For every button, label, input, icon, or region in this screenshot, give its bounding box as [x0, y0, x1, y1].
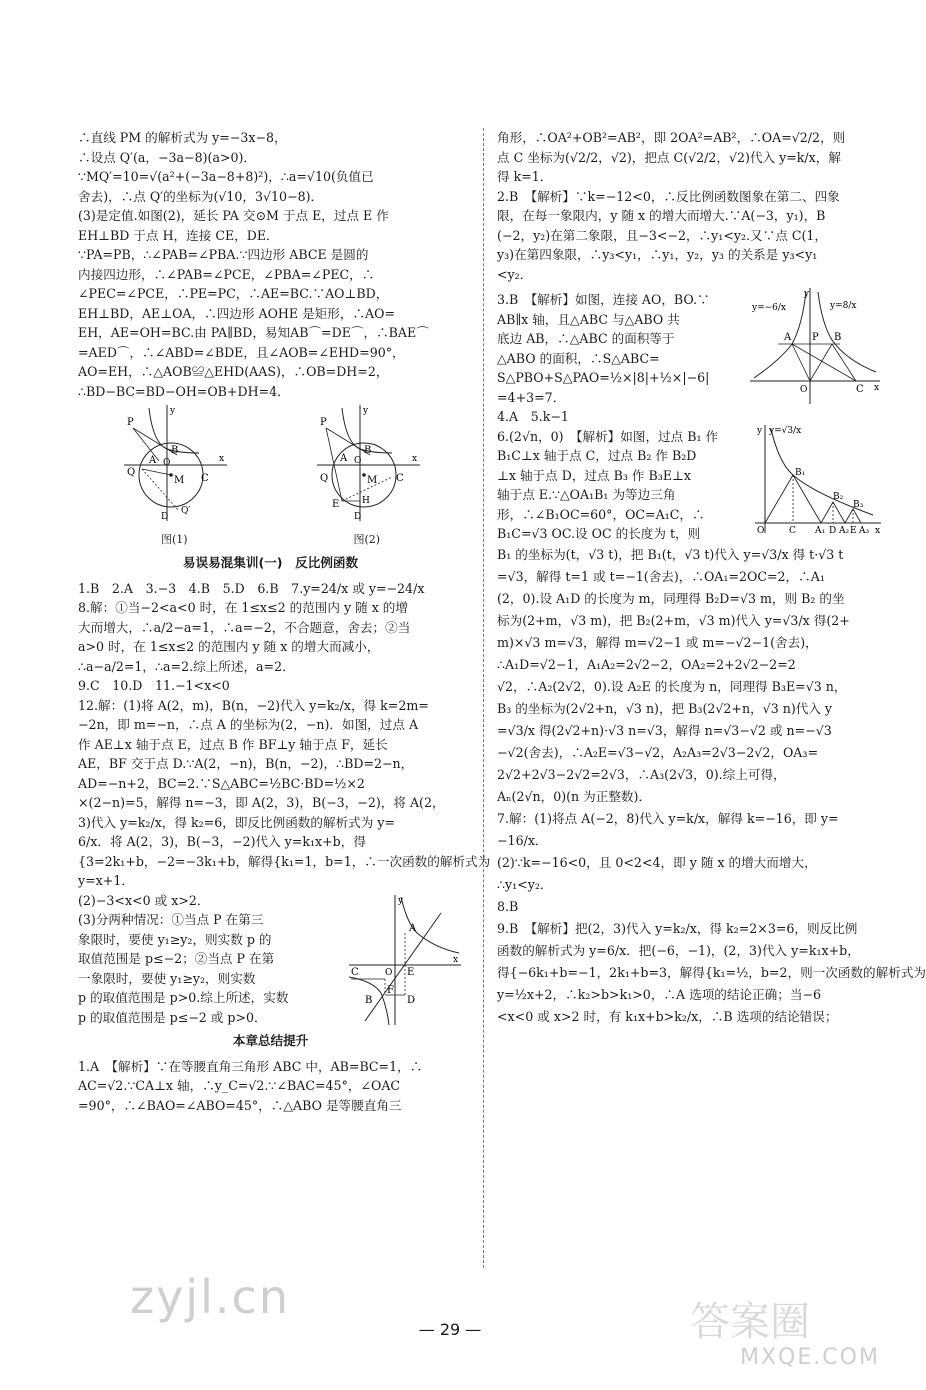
- text-line: 8.解：①当−2<a<0 时，在 1≤x≤2 的范围内 y 随 x 的增: [78, 600, 408, 615]
- label-D: D: [829, 525, 837, 536]
- text-line: ∴A₁D=√2−1，A₁A₂=2√2−2，OA₂=2+2√2−2=2: [497, 656, 796, 672]
- text-line: p 的取值范围是 p>0.综上所述，实数: [78, 990, 289, 1005]
- label-H: H: [361, 496, 370, 506]
- text-line: y₃)在第四象限，∴y₃<y₁，∴y₁，y₂，y₃ 的关系是 y₃<y₁: [497, 247, 818, 262]
- text-line: 8.B: [497, 898, 519, 914]
- left-block-1: [78, 128, 463, 401]
- label-y: y: [804, 289, 810, 299]
- label-y-8-over-x: y=8/x: [830, 301, 857, 311]
- text-line: 底边 AB，∴△ABC 的面积等于: [497, 331, 675, 346]
- text-line: ⊥x 轴于点 D，过点 B₃ 作 B₃E⊥x: [497, 467, 691, 483]
- text-line: ∴BD−BC=BD−OH=OB+DH=4．: [78, 383, 290, 399]
- text-line: ∴a−a/2=1，∴a=2.综上所述，a=2．: [78, 658, 295, 674]
- graph-two-hyperbolas: [748, 286, 883, 406]
- watermark-answer-circle: 答案圈: [690, 1299, 810, 1345]
- label-A3: A₃: [859, 525, 870, 536]
- graph-equilateral-triangles: [753, 423, 883, 535]
- figure-1-caption: 图(1): [160, 532, 188, 546]
- label-A: A: [409, 922, 417, 934]
- text-line: B₃ 的坐标为(2√2+n，√3 n)，把 B₃(2√2+n，√3 n)代入 y: [497, 700, 833, 716]
- text-line: 象限时，要使 y₁≥y₂，则实数 p 的: [78, 931, 272, 947]
- label-Q-prime: Q′: [181, 506, 191, 516]
- label-x: x: [219, 454, 225, 464]
- column-divider: [483, 128, 484, 1268]
- text-line: 舍去)，∴点 Q′的坐标为(√10，3√10−8)．: [78, 188, 324, 204]
- text-line: 1.B 2.A 3.−3 4.B 5.D 6.B 7.y=24/x 或 y=−24/x: [78, 580, 425, 596]
- label-Q: Q: [127, 467, 136, 478]
- label-A: A: [339, 453, 347, 464]
- label-B1: B₁: [795, 467, 806, 478]
- label-P: P: [812, 332, 819, 343]
- text-line: (2，0).设 A₁D 的长度为 m，同理得 B₂D=√3 m，则 B₂ 的坐: [497, 590, 845, 606]
- text-line: ∠PEC=∠PCE，∴PE=PC，∴AE=BC.∵AO⊥BD，: [78, 286, 389, 301]
- text-line: 限，在每一象限内，y 随 x 的增大而增大.∵A(−3，y₁)，B: [497, 208, 826, 223]
- label-B: B: [363, 445, 372, 456]
- text-line: 1.A 【解析】∵在等腰直角三角形 ABC 中，AB=BC=1，∴: [78, 1058, 423, 1074]
- label-C: C: [351, 966, 359, 978]
- graph-inverse-linear: [345, 893, 463, 1028]
- text-line: 3.B 【解析】如图，连接 AO，BO.∵: [497, 292, 710, 307]
- label-B: B: [171, 445, 179, 456]
- figure-2: [312, 403, 422, 549]
- figure-1-diagram: [119, 403, 229, 523]
- text-line: 角形，∴OA²+OB²=AB²，即 2OA²=AB²，∴OA=√2/2，则: [497, 130, 846, 145]
- text-line: m)×√3 m=√3，解得 m=√2−1 或 m=−√2−1(舍去)，: [497, 634, 818, 650]
- text-line: AD=−n+2，BC=2.∵S△ABC=½BC·BD=½×2: [78, 775, 365, 791]
- text-line: 标为(2+m，√3 m)，把 B₂(2+m，√3 m)代入 y=√3/x 得(2+: [497, 612, 850, 628]
- text-line: AE，BF 交于点 D.∵A(2，−n)，B(n，−2)，∴BD=2−n，: [78, 756, 414, 771]
- text-line: Aₙ(2√n，0)(n 为正整数)．: [497, 788, 652, 804]
- figure-2-diagram: [312, 403, 422, 523]
- label-x: x: [453, 954, 459, 965]
- label-P: P: [127, 417, 134, 428]
- watermark-mxqe: MXQE.COM: [740, 1345, 880, 1370]
- label-Q: Q: [319, 473, 328, 484]
- label-M: M: [174, 475, 185, 486]
- text-line: =√3，解得 t=1 或 t=−1(舍去)，∴OA₁=2OC=2，∴A₁: [497, 568, 825, 584]
- text-line: =90°，∴∠BAO=∠ABO=45°，∴△ABO 是等腰直角三: [78, 1097, 402, 1113]
- figure-2-caption: 图(2): [353, 532, 381, 546]
- label-E: E: [407, 966, 415, 978]
- text-line: EH⊥BD，AE⊥OA，∴四边形 AOHE 是矩形，∴AO=: [78, 305, 396, 321]
- text-line: 内接四边形，∴∠PAB=∠PCE，∠PBA=∠PEC，∴: [78, 266, 375, 282]
- text-line: ∴y₁<y₂．: [497, 876, 553, 892]
- label-P: P: [319, 417, 327, 428]
- label-O: O: [163, 458, 171, 468]
- text-line: √2，∴A₂(2√2，0).设 A₂E 的长度为 n，同理得 B₃E=√3 n，: [497, 678, 847, 694]
- text-line: AO=EH，∴△AOB≌△EHD(AAS)，∴OB=DH=2，: [78, 364, 389, 379]
- label-A1: A₁: [815, 525, 826, 536]
- label-E: E: [331, 499, 340, 510]
- label-O: O: [385, 967, 393, 978]
- label-A: A: [784, 332, 792, 343]
- label-O: O: [800, 385, 808, 395]
- text-line: −√2(舍去)，∴A₂E=√3−√2，A₂A₃=2√3−2√2，OA₃=: [497, 744, 819, 760]
- label-D: D: [161, 512, 169, 522]
- figure-1: [119, 403, 229, 549]
- text-line: {3=2k₁+b，−2=−3k₁+b，解得{k₁=1，b=1，∴一次函数的解析式为: [78, 853, 491, 869]
- label-B: B: [834, 332, 842, 343]
- text-line: (2)∵k=−16<0，且 0<2<4，即 y 随 x 的增大而增大，: [497, 854, 817, 870]
- text-line: <y₂．: [497, 266, 533, 282]
- text-line: 12.解：(1)将 A(2，m)，B(n，−2)代入 y=k₂/x，得 k=2m=: [78, 697, 429, 713]
- text-line: 2√2+2√3−2√2=2√3，∴A₃(2√3，0).综上可得，: [497, 766, 786, 782]
- text-line: B₁C⊥x 轴于点 C，过点 B₂ 作 B₂D: [497, 448, 697, 463]
- text-line: =√3/x 得(2√2+n)·√3 n=√3，解得 n=√3−√2 或 n=−√3: [497, 722, 832, 738]
- label-B: B: [365, 994, 373, 1006]
- text-line: (−2，y₂)在第二象限，且−3<−2，∴y₁<y₂.又∵点 C(1，: [497, 227, 827, 243]
- right-block-1: [497, 128, 883, 284]
- label-B2: B₂: [833, 491, 844, 502]
- text-line: =4+3=7．: [497, 389, 566, 405]
- text-line: 点 C 坐标为(√2/2，√2)，把点 C(√2/2，√2)代入 y=k/x，解: [497, 149, 841, 165]
- text-line: (3)分两种情况：①当点 P 在第三: [78, 912, 264, 927]
- text-line: B₁ 的坐标为(t，√3 t)，把 B₁(t，√3 t)代入 y=√3/x 得 t·√3 t: [497, 546, 844, 562]
- text-line: 3)代入 y=k₂/x，得 k₂=6，即反比例函数的解析式为 y=: [78, 814, 396, 830]
- text-line: ∵MQ′=10=√(a²+(−3a−8+8)²)，∴a=√10(负值已: [78, 169, 374, 184]
- label-A: A: [149, 455, 157, 466]
- section-title-chapter-summary: 本章总结提升: [232, 1033, 309, 1048]
- label-D: D: [407, 994, 416, 1006]
- text-line: 轴于点 E.∵△OA₁B₁ 为等边三角: [497, 487, 676, 502]
- text-line: 得{−6k₁+b=−1，2k₁+b=3，解得{k₁=½，b=2，则一次函数的解析式为: [497, 964, 926, 980]
- text-line: 6/x．将 A(2，3)，B(−3，−2)代入 y=k₁x+b，得: [78, 834, 366, 849]
- label-O: O: [353, 456, 362, 466]
- text-line: 函数的解析式为 y=6/x．把(−6，−1)，(2，3)代入 y=k₁x+b，: [497, 942, 860, 958]
- text-line: a>0 时，在 1≤x≤2 的范围内 y 随 x 的增大而减小，: [78, 639, 380, 654]
- page-number: — 29 —: [418, 1320, 482, 1339]
- text-line: y=½x+2，∴k₂>b>k₁>0，∴A 选项的结论正确；当−6: [497, 986, 822, 1002]
- text-line: 2.B 【解析】∵k=−12<0，∴反比例函数图象在第二、四象: [497, 188, 840, 204]
- text-line: ∴设点 Q′(a，−3a−8)(a>0)．: [78, 149, 257, 165]
- watermark-zyjl: zyjl.cn: [130, 1270, 290, 1324]
- text-line: 7.解：(1)将点 A(−2，8)代入 y=k/x，解得 k=−16，即 y=: [497, 810, 839, 826]
- text-line: 取值范围是 p≤−2；②当点 P 在第: [78, 951, 275, 966]
- circle-figures: [78, 403, 463, 549]
- label-y: y: [398, 895, 404, 906]
- section-title-confusion-practice: 易误易混集训(一) 反比例函数: [182, 555, 359, 570]
- text-line: (3)是定值.如图(2)，延长 PA 交⊙M 于点 E，过点 E 作: [78, 208, 389, 223]
- left-block-4: [78, 1057, 463, 1116]
- label-y: y: [170, 406, 176, 416]
- text-line: =AED⌒，∴∠ABD=∠BDE，且∠AOB=∠EHD=90°，: [78, 344, 405, 360]
- text-line: ∵PA=PB，∴∠PAB=∠PBA.∵四边形 ABCE 是圆的: [78, 247, 369, 262]
- label-C: C: [395, 473, 404, 484]
- label-B3: B₃: [853, 499, 864, 510]
- left-block-2: [78, 579, 491, 891]
- text-line: ×(2−n)=5，解得 n=−3，即 A(2，3)，B(−3，−2)，将 A(2，: [78, 795, 445, 810]
- text-line: AB∥x 轴，且△ABC 与△ABO 共: [497, 311, 680, 327]
- right-block-2: [497, 290, 883, 407]
- label-C: C: [201, 473, 209, 484]
- label-y: y: [757, 425, 763, 436]
- label-x: x: [411, 454, 417, 464]
- left-column: [78, 128, 491, 1115]
- label-M: M: [366, 475, 377, 486]
- label-x: x: [874, 383, 880, 393]
- text-line: 6.(2√n，0) 【解析】如图，过点 B₁ 作: [497, 428, 719, 444]
- text-line: △ABO 的面积，∴S△ABC=: [497, 350, 660, 366]
- text-line: −16/x．: [497, 832, 548, 848]
- text-line: p 的取值范围是 p≤−2 或 p>0．: [78, 1009, 267, 1025]
- text-line: S△PBO+S△PAO=½×|8|+½×|−6|: [497, 370, 710, 385]
- label-C: C: [856, 384, 864, 395]
- text-line: AC=√2.∵CA⊥x 轴，∴y_C=√2.∵∠BAC=45°，∠OAC: [78, 1078, 401, 1093]
- text-line: 作 AE⊥x 轴于点 E，过点 B 作 BF⊥y 轴于点 F，延长: [78, 736, 388, 752]
- text-line: B₁C=√3 OC.设 OC 的长度为 t，则: [497, 526, 701, 541]
- text-line: 9.C 10.D 11.−1<x<0: [78, 678, 230, 693]
- label-O: O: [757, 525, 765, 536]
- text-line: 得 k=1．: [497, 169, 553, 184]
- label-F: F: [387, 984, 394, 996]
- label-A2: A₂: [839, 525, 850, 536]
- text-line: 形，∴∠B₁OC=60°，OC=A₁C，∴: [497, 506, 705, 522]
- text-line: −2n，即 m=−n，∴点 A 的坐标为(2，−n)．如图，过点 A: [78, 717, 419, 732]
- label-y: y: [362, 406, 368, 416]
- right-column: [497, 128, 926, 1028]
- text-line: EH⊥BD 于点 H，连接 CE，DE．: [78, 227, 279, 243]
- label-x: x: [875, 525, 881, 536]
- text-line: 4.A 5.k−1: [497, 409, 569, 424]
- label-D: D: [353, 512, 361, 522]
- text-line: (2)−3<x<0 或 x>2．: [78, 892, 210, 908]
- text-line: <x<0 或 x>2 时，有 k₁x+b>k₂/x，∴B 选项的结论错误；: [497, 1008, 838, 1024]
- label-y-sqrt3-over-x: y=√3/x: [769, 425, 802, 436]
- text-line: y=x+1．: [78, 873, 134, 888]
- label-E: E: [850, 525, 857, 536]
- left-block-3: [78, 891, 463, 1028]
- text-line: 一象限时，要使 y₁≥y₂，则实数: [78, 970, 256, 986]
- right-block-4: [497, 544, 926, 1028]
- text-line: 9.B 【解析】把(2，3)代入 y=k₂/x，得 k₂=2×3=6，则反比例: [497, 920, 858, 936]
- text-line: EH，AE=OH=BC.由 PA∥BD，易知AB⌒=DE⌒，∴BAE⌒: [78, 325, 429, 340]
- text-line: ∴直线 PM 的解析式为 y=−3x−8，: [78, 130, 287, 145]
- text-line: 大而增大，∴a/2−a=1，∴a=−2，不合题意，舍去；②当: [78, 619, 411, 635]
- label-y-neg6-over-x: y=−6/x: [752, 303, 787, 313]
- right-block-3: [497, 427, 883, 544]
- label-C: C: [789, 525, 796, 536]
